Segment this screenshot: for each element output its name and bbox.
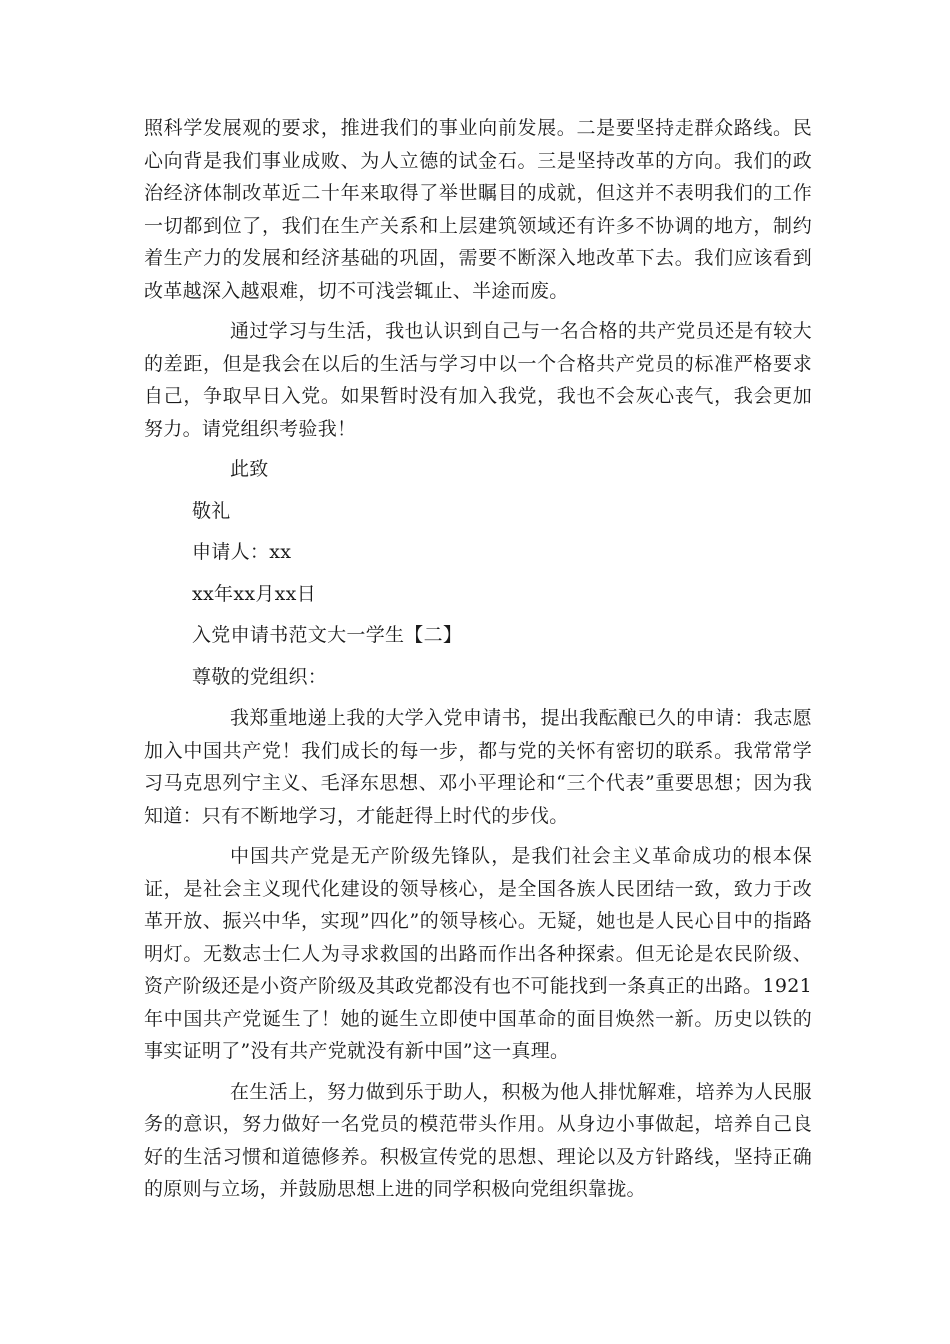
application-date: xx年xx月xx日	[192, 582, 316, 605]
closing-salutation-1: 此致	[230, 458, 269, 480]
paragraph-daily-life: 在生活上，努力做到乐于助人，积极为他人排忧解难，培养为人民服务的意识，努力做好一名党员的模范带头作用。从身边小事做起，培养自己良好的生活习惯和道德修养。积极宣传党的思想、理论以及方针路线，坚持正确的原则与立场，并鼓励思想上进的同学积极向党组织靠拢。	[144, 1080, 812, 1200]
paragraph-self-reflection: 通过学习与生活，我也认识到自己与一名合格的共产党员还是有较大的差距，但是我会在以后的生活与学习中以一个合格共产党员的标准严格要求自己，争取早日入党。如果暂时没有加入我党，我也不会灰心丧气，我会更加努力。请党组织考验我！	[144, 320, 812, 440]
paragraph-application-statement: 我郑重地递上我的大学入党申请书，提出我酝酿已久的申请：我志愿加入中国共产党！我们成长的每一步，都与党的关怀有密切的联系。我常常学习马克思列宁主义、毛泽东思想、邓小平理论和“三个代表”重要思想；因为我知道：只有不断地学习，才能赶得上时代的步伐。	[144, 707, 812, 827]
applicant-signature: 申请人：xx	[192, 541, 292, 563]
letter-greeting: 尊敬的党组织：	[192, 665, 328, 688]
section-title: 入党申请书范文大一学生【二】	[192, 624, 463, 646]
closing-salutation-2: 敬礼	[192, 499, 231, 522]
document-body	[144, 112, 812, 1214]
paragraph-reform-continuation: 照科学发展观的要求，推进我们的事业向前发展。二是要坚持走群众路线。民心向背是我们事业成败、为人立德的试金石。三是坚持改革的方向。我们的政治经济体制改革近二十年来取得了举世瞩目的成就，但这并不表明我们的工作一切都到位了，我们在生产关系和上层建筑领域还有许多不协调的地方，制约着生产力的发展和经济基础的巩固，需要不断深入地改革下去。我们应该看到改革越深入越艰难，切不可浅尝辄止、半途而废。	[144, 117, 812, 302]
paragraph-party-history: 中国共产党是无产阶级先锋队，是我们社会主义革命成功的根本保证，是社会主义现代化建设的领导核心，是全国各族人民团结一致，致力于改革开放、振兴中华，实现”四化”的领导核心。无疑，她也是人民心目中的指路明灯。无数志士仁人为寻求救国的出路而作出各种探索。但无论是农民阶级、资产阶级还是小资产阶级及其政党都没有也不可能找到一条真正的出路。1921年中国共产党诞生了！她的诞生立即使中国革命的面目焕然一新。历史以铁的事实证明了”没有共产党就没有新中国”这一真理。	[144, 845, 812, 1062]
